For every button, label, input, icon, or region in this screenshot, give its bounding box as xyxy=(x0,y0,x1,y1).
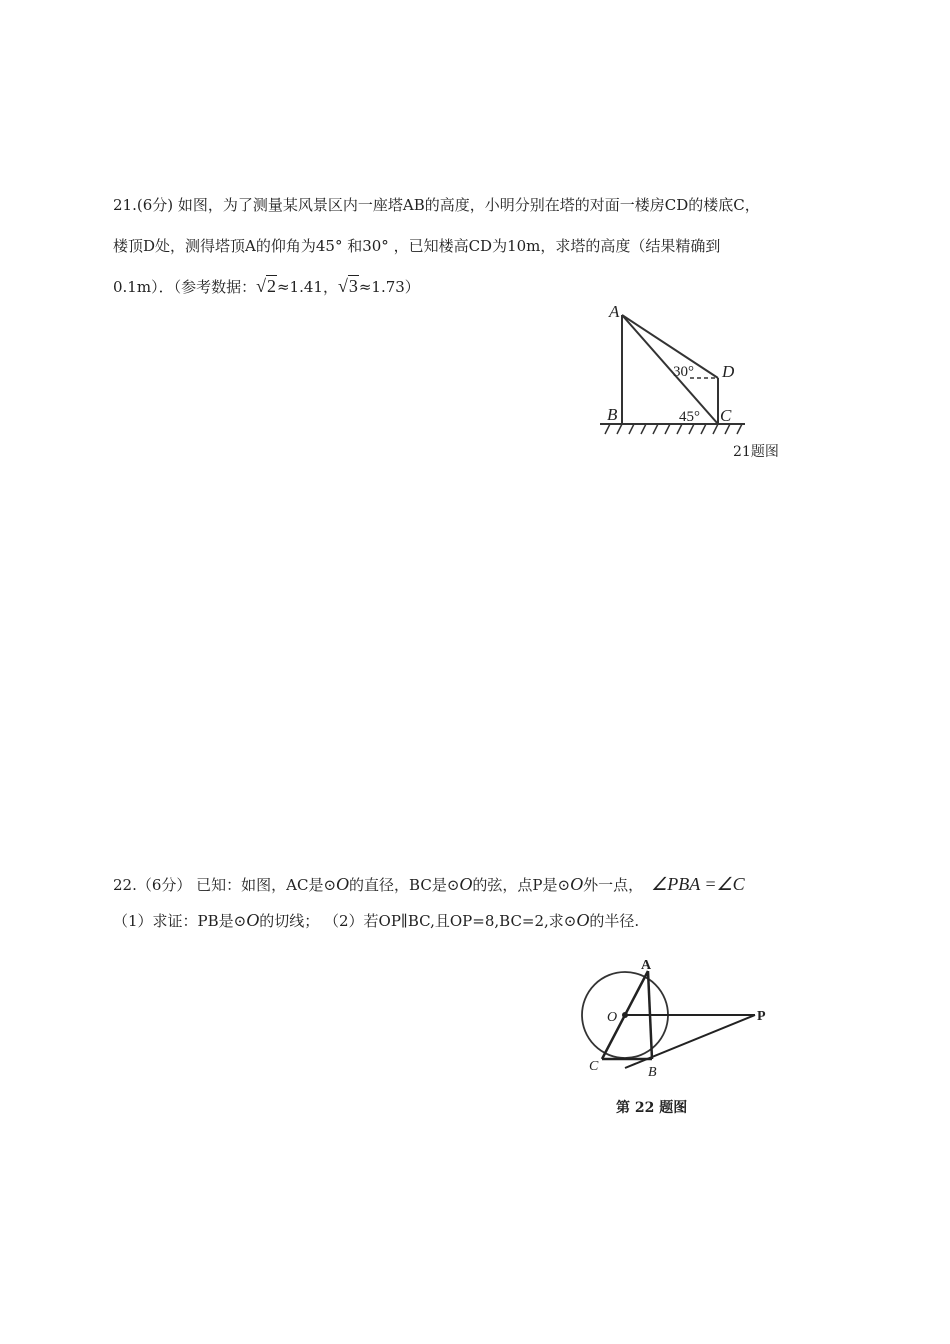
q21-line2: 楼顶D处，测得塔顶A的仰角为45° 和30° ，已知楼高CD为10m，求塔的高度（结果精确到 xyxy=(113,237,721,255)
q22-line1 xyxy=(113,874,745,895)
label-b: B xyxy=(607,405,618,424)
line-pb xyxy=(625,1015,755,1068)
figure-22-caption: 第 22 题图 xyxy=(616,1100,688,1116)
circle-o-symbol: O xyxy=(336,874,350,894)
angle-45-label: 45° xyxy=(679,409,700,425)
label-a: A xyxy=(609,302,620,321)
q22-line2-start: （1）求证：PB是⊙ xyxy=(113,912,247,930)
label-o: O xyxy=(607,1010,618,1025)
sqrt2-expression: √2 xyxy=(256,276,276,296)
q21-line3 xyxy=(113,276,420,297)
label-d: D xyxy=(722,362,735,381)
label-a: A xyxy=(641,958,652,973)
approx2: ≈1.73） xyxy=(358,278,420,296)
q21-line1: 21.(6分) 如图，为了测量某风景区内一座塔AB的高度，小明分别在塔的对面一楼房CD的楼底C， xyxy=(113,196,760,214)
q22-line2 xyxy=(113,910,639,931)
center-point xyxy=(622,1012,628,1018)
q22-line1-mid3: 外一点， xyxy=(583,876,644,894)
angle-30-label: 30° xyxy=(673,364,694,380)
q21-line3-start: 0.1m）．（参考数据： xyxy=(113,278,257,296)
angle-condition: ∠PBA =∠C xyxy=(651,874,745,894)
sqrt3-expression: √3 xyxy=(337,276,358,296)
figure-22 xyxy=(575,955,775,1090)
approx1: ≈1.41， xyxy=(276,278,338,296)
circle-o-symbol: O xyxy=(246,910,260,930)
label-c: C xyxy=(589,1059,599,1074)
q22-line2-end: 的半径. xyxy=(589,912,640,930)
q22-line1-mid1: 的直径，BC是⊙ xyxy=(349,876,460,894)
circle-o-symbol: O xyxy=(459,874,473,894)
label-b: B xyxy=(648,1065,657,1080)
label-c: C xyxy=(720,406,732,425)
q22-line2-mid: 的切线； （2）若OP∥BC,且OP=8,BC=2,求⊙ xyxy=(259,912,577,930)
q22-line1-mid2: 的弦，点P是⊙ xyxy=(472,876,571,894)
figure-21-caption: 21题图 xyxy=(733,444,779,460)
circle-o-symbol: O xyxy=(570,874,584,894)
label-p: P xyxy=(757,1009,766,1024)
q22-line1-start: 22.（6分） 已知：如图，AC是⊙ xyxy=(113,876,337,894)
circle-o-symbol: O xyxy=(576,910,590,930)
